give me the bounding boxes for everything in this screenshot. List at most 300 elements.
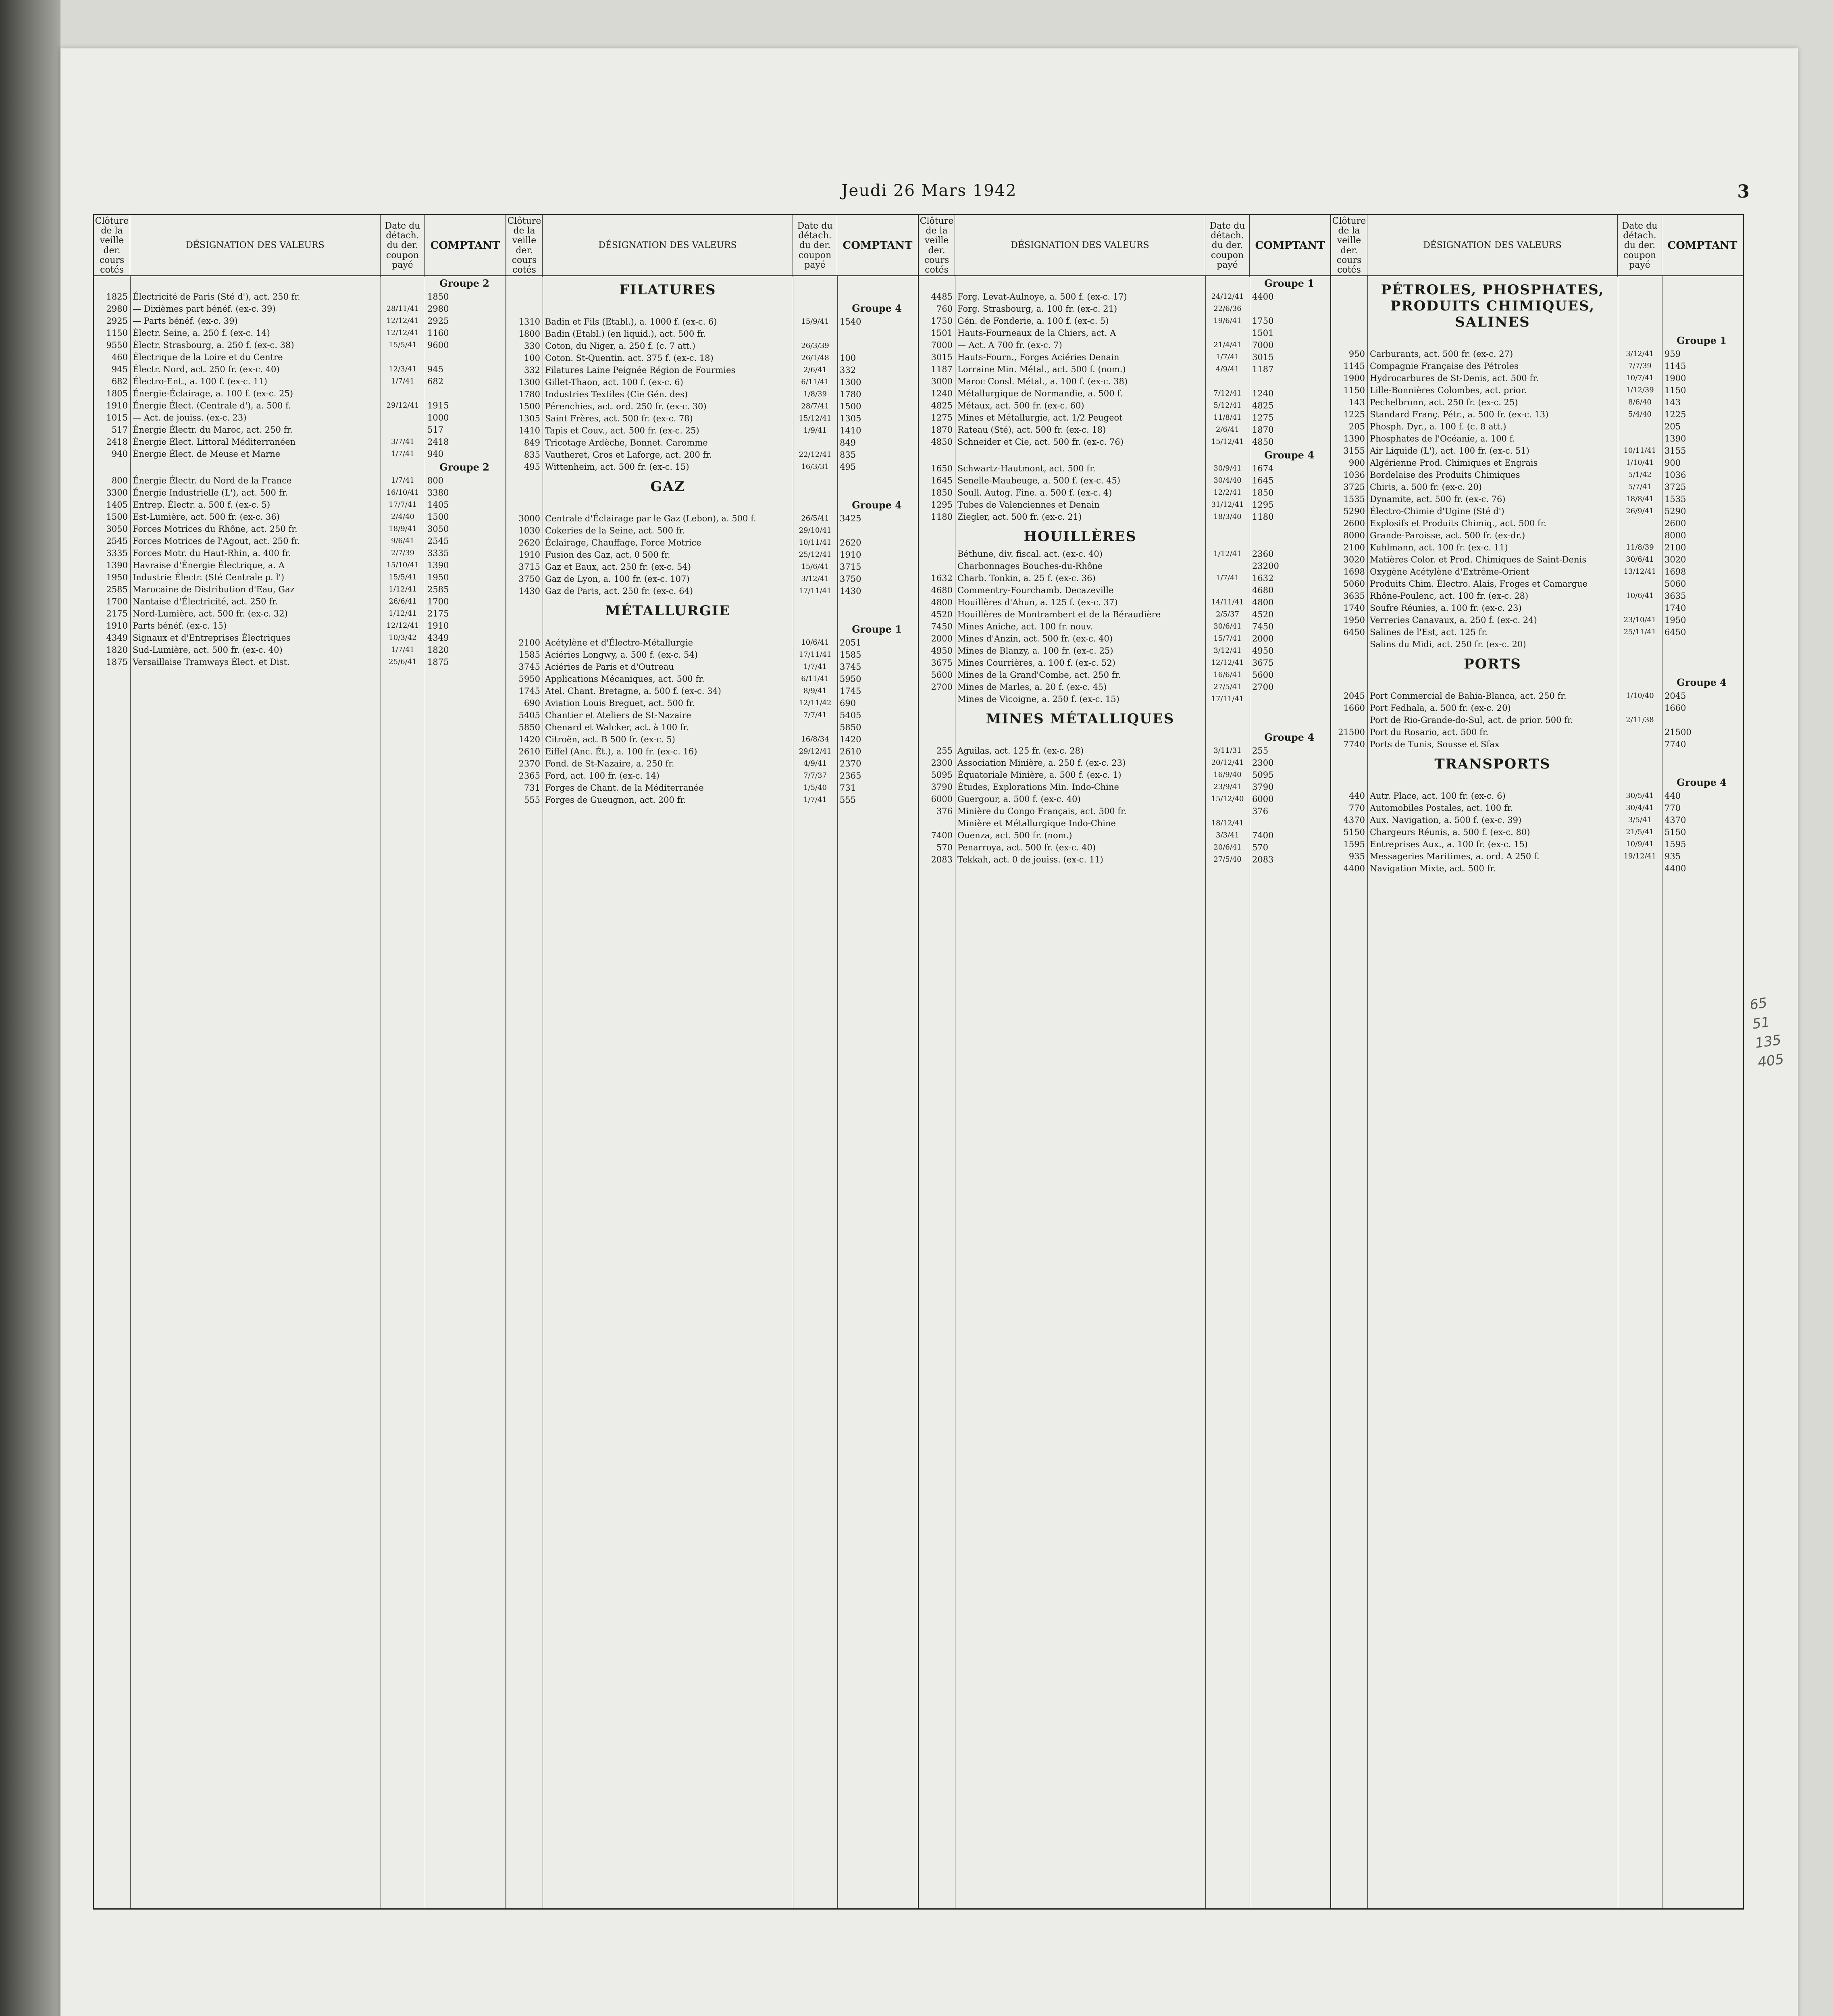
table-row — [94, 315, 506, 327]
security-name: Houillères d'Ahun, a. 125 f. (ex-c. 37) — [957, 598, 1118, 607]
table-row — [94, 424, 506, 436]
security-name: Marocaine de Distribution d'Eau, Gaz — [133, 585, 295, 594]
security-name: Gén. de Fonderie, a. 100 f. (ex-c. 5) — [957, 316, 1109, 326]
table-row — [506, 340, 918, 352]
section-heading: GAZ — [650, 479, 685, 495]
previous-close: 1595 — [1343, 839, 1365, 849]
table-row — [94, 656, 506, 668]
security-name: Badin et Fils (Etabl.), a. 1000 f. (ex-c. 6) — [545, 317, 717, 327]
table-row — [1331, 850, 1743, 862]
table-row — [506, 561, 918, 573]
cash-price: 1700 — [427, 597, 449, 606]
coupon-date — [1618, 421, 1662, 433]
security-name: Métallurgique de Normandie, a. 500 f. — [957, 389, 1123, 398]
table-row — [1331, 445, 1743, 457]
previous-close: 1700 — [106, 597, 128, 606]
previous-close: 2083 — [931, 855, 953, 864]
cash-price: 5405 — [840, 710, 861, 720]
security-name: Mines Aniche, act. 100 fr. nouv. — [957, 622, 1093, 631]
quarter-column — [1331, 215, 1743, 1908]
cash-price: 1740 — [1664, 603, 1686, 613]
cash-price: 1698 — [1664, 567, 1686, 577]
security-name: Citroën, act. B 500 fr. (ex-c. 5) — [545, 735, 675, 744]
previous-close: 2418 — [106, 437, 128, 447]
group-label: Groupe 4 — [1677, 677, 1727, 688]
coupon-date: 25/12/41 — [799, 550, 832, 559]
table-row — [919, 693, 1330, 705]
previous-close: 940 — [111, 449, 128, 459]
previous-close: 2175 — [106, 609, 128, 619]
coupon-date: 26/3/39 — [801, 342, 829, 350]
cash-price: 1850 — [1252, 488, 1274, 498]
security-name: Compagnie Française des Pétroles — [1370, 361, 1519, 371]
table-row — [506, 673, 918, 685]
security-name: Salines de l'Est, act. 125 fr. — [1370, 627, 1488, 637]
cash-price: 1390 — [427, 560, 449, 570]
page-header — [60, 181, 1798, 206]
coupon-date: 2/11/38 — [1626, 716, 1654, 724]
previous-close: 770 — [1348, 803, 1365, 813]
coupon-date: 5/4/40 — [1628, 410, 1652, 419]
previous-close: 3715 — [518, 562, 540, 572]
table-row — [1331, 590, 1743, 602]
coupon-date: 1/5/40 — [803, 783, 827, 792]
previous-close: 1535 — [1343, 494, 1365, 504]
cash-price: 690 — [840, 698, 856, 708]
previous-close: 332 — [524, 365, 540, 375]
security-name: Commentry-Fourchamb. Decazeville — [957, 585, 1114, 595]
cash-price: 5290 — [1664, 506, 1686, 516]
previous-close: 5850 — [518, 723, 540, 732]
coupon-date: 3/3/41 — [1216, 831, 1239, 839]
cash-price: 1501 — [1252, 328, 1274, 338]
coupon-date — [1205, 327, 1250, 339]
security-name: Chantier et Ateliers de St-Nazaire — [545, 710, 691, 720]
coupon-date: 1/10/40 — [1626, 691, 1654, 700]
cash-price: 1950 — [1664, 615, 1686, 625]
coupon-date: 28/11/41 — [386, 304, 419, 313]
security-name: Énergie Électr. du Maroc, act. 250 fr. — [133, 425, 293, 435]
previous-close: 1910 — [106, 401, 128, 410]
table-row — [1331, 726, 1743, 738]
cash-price: 1850 — [427, 292, 449, 302]
previous-close: 4950 — [931, 646, 953, 656]
coupon-date — [381, 351, 425, 363]
cash-price: 3015 — [1252, 352, 1274, 362]
security-name: Filatures Laine Peignée Région de Fourmies — [545, 365, 736, 375]
table-row — [919, 511, 1330, 523]
group-label: Groupe 1 — [852, 623, 902, 635]
security-name: Mines et Métallurgie, act. 1/2 Peugeot — [957, 413, 1123, 423]
security-name: Atel. Chant. Bretagne, a. 500 f. (ex-c. 34) — [545, 686, 721, 696]
coupon-date — [793, 437, 837, 449]
cash-price — [837, 525, 918, 537]
security-name: Nantaise d'Électricité, act. 250 fr. — [133, 597, 278, 606]
previous-close: 3745 — [518, 662, 540, 672]
previous-close: 495 — [524, 462, 540, 472]
coupon-date: 12/12/41 — [386, 329, 419, 337]
previous-close: 1145 — [1343, 361, 1365, 371]
previous-close: 1501 — [931, 328, 953, 338]
coupon-date: 1/7/41 — [1216, 574, 1239, 582]
table-row — [94, 511, 506, 523]
table-row — [506, 328, 918, 340]
table-row — [919, 327, 1330, 339]
cash-price: 1750 — [1252, 316, 1274, 326]
cash-price: 1187 — [1252, 364, 1274, 374]
group-label: Groupe 4 — [852, 499, 902, 511]
coupon-date: 13/12/41 — [1623, 567, 1656, 576]
security-name: — Act. de jouiss. (ex-c. 23) — [133, 413, 247, 423]
security-name: Nord-Lumière, act. 500 fr. (ex-c. 32) — [133, 609, 288, 619]
security-name: Houillères de Montrambert et de la Béraudière — [957, 610, 1161, 619]
table-row — [1331, 614, 1743, 626]
security-name: Badin (Etabl.) (en liquid.), act. 500 fr. — [545, 329, 706, 339]
security-name: Forg. Strasbourg, a. 100 fr. (ex-c. 21) — [957, 304, 1117, 314]
previous-close: 1745 — [518, 686, 540, 696]
table-row — [506, 649, 918, 661]
security-name: Messageries Maritimes, a. ord. A 250 f. — [1370, 852, 1540, 861]
coupon-date: 15/6/41 — [801, 562, 829, 571]
cash-price: 1780 — [840, 389, 861, 399]
security-name: Produits Chim. Électro. Alais, Froges et Camargue — [1370, 579, 1588, 589]
security-name: Explosifs et Produits Chimiq., act. 500 fr. — [1370, 519, 1547, 528]
column-header-date: Date du détach. du der. coupon payé — [381, 215, 425, 277]
coupon-date: 1/7/41 — [391, 476, 414, 485]
coupon-date: 6/11/41 — [801, 378, 829, 386]
security-name: Forces Motrices du Rhône, act. 250 fr. — [133, 524, 298, 534]
cash-price: 2370 — [840, 759, 861, 768]
cash-price: 1225 — [1664, 410, 1686, 419]
table-row — [506, 549, 918, 561]
table-row — [506, 733, 918, 746]
table-row — [506, 449, 918, 461]
previous-close: 3300 — [106, 488, 128, 498]
previous-close: 1500 — [106, 512, 128, 522]
cash-price: 2365 — [840, 771, 861, 781]
previous-close: 1300 — [518, 377, 540, 387]
previous-close: 3020 — [1343, 555, 1365, 564]
coupon-date: 5/7/41 — [1628, 483, 1652, 491]
security-name: Mines de la Grand'Combe, act. 250 fr. — [957, 670, 1121, 680]
previous-close: 1632 — [931, 573, 953, 583]
coupon-date: 21/5/41 — [1626, 828, 1654, 836]
cash-price: 1160 — [427, 328, 449, 338]
security-name: Acétylène et d'Électro-Métallurgie — [545, 638, 693, 648]
coupon-date: 5/1/42 — [1628, 471, 1652, 479]
cash-price: 5150 — [1664, 827, 1686, 837]
section-heading: PÉTROLES, PHOSPHATES, PRODUITS CHIMIQUES, SALINES — [1381, 282, 1604, 330]
previous-close: 2620 — [518, 538, 540, 548]
column-header — [919, 215, 1330, 276]
coupon-date: 15/5/41 — [389, 573, 417, 581]
cash-price: 1145 — [1664, 361, 1686, 371]
table-row — [919, 841, 1330, 854]
previous-close: 1825 — [106, 292, 128, 302]
table-row — [506, 573, 918, 585]
cash-price: 3750 — [840, 574, 861, 584]
previous-close: 2100 — [518, 638, 540, 648]
cash-price: 4825 — [1252, 401, 1274, 410]
previous-close: 950 — [1348, 349, 1365, 359]
previous-close: 205 — [1348, 422, 1365, 431]
coupon-date: 14/11/41 — [1211, 598, 1244, 606]
security-name: Hauts-Fourn., Forges Aciéries Denain — [957, 352, 1119, 362]
coupon-date: 3/5/41 — [1628, 816, 1652, 824]
table-row — [919, 424, 1330, 436]
table-row — [94, 583, 506, 596]
column-header-cloture: Clôture de la veille der. cours cotés — [94, 215, 130, 277]
coupon-date: 30/4/40 — [1213, 476, 1242, 485]
section-heading: TRANSPORTS — [1434, 756, 1551, 772]
table-row — [1331, 517, 1743, 529]
previous-close: 1850 — [931, 488, 953, 498]
previous-close: 1410 — [518, 426, 540, 435]
coupon-date: 18/9/41 — [389, 525, 417, 533]
table-row — [506, 697, 918, 709]
cash-price — [1250, 303, 1330, 315]
security-name: Port Fedhala, a. 500 fr. (ex-c. 20) — [1370, 703, 1511, 713]
cash-price: 5095 — [1252, 770, 1274, 780]
cash-price: 1300 — [840, 377, 861, 387]
security-name: Ford, act. 100 fr. (ex-c. 14) — [545, 771, 660, 781]
coupon-date: 10/6/41 — [1626, 591, 1654, 600]
coupon-date: 12/11/42 — [799, 699, 832, 707]
table-row — [919, 805, 1330, 817]
coupon-date: 15/5/41 — [389, 341, 417, 349]
table-row — [94, 400, 506, 412]
table-row — [1331, 493, 1743, 505]
cash-price: 3050 — [427, 524, 449, 534]
previous-close — [1331, 638, 1367, 650]
coupon-date — [793, 721, 837, 733]
previous-close: 2545 — [106, 536, 128, 546]
coupon-date: 3/12/41 — [1626, 350, 1654, 358]
table-row — [94, 339, 506, 351]
cash-price: 1535 — [1664, 494, 1686, 504]
table-row — [919, 412, 1330, 424]
previous-close: 1310 — [518, 317, 540, 327]
table-row — [919, 572, 1330, 584]
table-row — [94, 487, 506, 499]
cash-price — [1662, 638, 1743, 650]
coupon-date: 6/11/41 — [801, 675, 829, 683]
cash-price: 2980 — [427, 304, 449, 314]
security-name: Oxygène Acétylène d'Extrême-Orient — [1370, 567, 1529, 577]
security-name: Gillet-Thaon, act. 100 f. (ex-c. 6) — [545, 377, 683, 387]
cash-price: 1295 — [1252, 500, 1274, 510]
column-header-comptant: COMPTANT — [430, 240, 500, 252]
cash-price: 23200 — [1252, 561, 1279, 571]
group-label: Groupe 4 — [1677, 777, 1727, 788]
security-name: Carburants, act. 500 fr. (ex-c. 27) — [1370, 349, 1513, 359]
cash-price: 5060 — [1664, 579, 1686, 589]
previous-close: 682 — [111, 377, 128, 386]
security-name: Minière du Congo Français, act. 500 fr. — [957, 806, 1127, 816]
table-row — [506, 637, 918, 649]
previous-close — [919, 548, 955, 560]
table-row — [919, 499, 1330, 511]
table-row — [919, 669, 1330, 681]
page-number: 3 — [1737, 181, 1750, 202]
previous-close: 1780 — [518, 389, 540, 399]
coupon-date — [793, 328, 837, 340]
coupon-date: 16/8/34 — [801, 735, 829, 744]
coupon-date: 25/11/41 — [1623, 628, 1656, 636]
security-name: Ouenza, act. 500 fr. (nom.) — [957, 831, 1072, 840]
previous-close: 5600 — [931, 670, 953, 680]
coupon-date: 19/12/41 — [1623, 852, 1656, 860]
cash-price — [425, 387, 506, 400]
coupon-date: 30/6/41 — [1213, 622, 1242, 631]
security-name: Électro-Chimie d'Ugine (Sté d') — [1370, 506, 1504, 516]
coupon-date: 26/5/41 — [801, 514, 829, 523]
cash-price: 5850 — [840, 723, 861, 732]
security-name: Électr. Seine, a. 250 f. (ex-c. 14) — [133, 328, 270, 338]
cash-price: 7450 — [1252, 622, 1274, 631]
coupon-date: 1/12/41 — [389, 609, 417, 618]
table-row — [1331, 814, 1743, 826]
section-heading: FILATURES — [619, 282, 716, 298]
cash-price: 2585 — [427, 585, 449, 594]
table-row — [919, 291, 1330, 303]
cash-price: 3155 — [1664, 446, 1686, 456]
previous-close: 835 — [524, 450, 540, 460]
cash-price: 1595 — [1664, 839, 1686, 849]
coupon-date — [1618, 638, 1662, 650]
table-row — [1331, 862, 1743, 875]
security-name: Charb. Tonkin, a. 25 f. (ex-c. 36) — [957, 573, 1096, 583]
table-row — [919, 681, 1330, 693]
security-name: Électr. Strasbourg, a. 250 f. (ex-c. 38) — [133, 340, 294, 350]
security-name: Sud-Lumière, act. 500 fr. (ex-c. 40) — [133, 645, 283, 655]
security-name: Penarroya, act. 500 fr. (ex-c. 40) — [957, 843, 1096, 852]
section-heading: MINES MÉTALLIQUES — [986, 711, 1175, 727]
coupon-date: 30/5/41 — [1626, 791, 1654, 800]
previous-close: 4680 — [931, 585, 953, 595]
quotation-rows — [919, 276, 1330, 1908]
cash-price: 2610 — [840, 747, 861, 756]
table-row — [919, 560, 1330, 572]
table-row — [1331, 541, 1743, 554]
security-name: Mines de Marles, a. 20 f. (ex-c. 45) — [957, 682, 1107, 692]
cash-price: 1180 — [1252, 512, 1274, 522]
coupon-date: 15/10/41 — [386, 561, 419, 569]
coupon-date: 29/12/41 — [799, 747, 832, 756]
cash-price: 800 — [427, 476, 444, 485]
coupon-date: 12/12/41 — [1211, 658, 1244, 667]
table-row — [506, 758, 918, 770]
table-row — [1331, 433, 1743, 445]
coupon-date — [1205, 560, 1250, 572]
cash-price — [1250, 375, 1330, 387]
security-name: Port du Rosario, act. 500 fr. — [1370, 727, 1489, 737]
cash-price: 4800 — [1252, 598, 1274, 607]
security-name: Mines de Vicoigne, a. 250 f. (ex-c. 15) — [957, 694, 1119, 704]
security-name: Forg. Levat-Aulnoye, a. 500 f. (ex-c. 17) — [957, 292, 1127, 302]
previous-close: 517 — [111, 425, 128, 435]
table-row — [94, 559, 506, 571]
previous-close: 1405 — [106, 500, 128, 510]
previous-close: 1390 — [1343, 434, 1365, 444]
security-name: Forces Motrices de l'Agout, act. 250 fr. — [133, 536, 300, 546]
table-row — [919, 781, 1330, 793]
previous-close: 1585 — [518, 650, 540, 660]
cash-price: 3020 — [1664, 555, 1686, 564]
previous-close: 330 — [524, 341, 540, 351]
cash-price: 3745 — [840, 662, 861, 672]
cash-price: 1036 — [1664, 470, 1686, 480]
cash-price: 495 — [840, 462, 856, 472]
table-row — [506, 585, 918, 597]
table-row — [919, 621, 1330, 633]
security-name: Maroc Consl. Métal., a. 100 f. (ex-c. 38) — [957, 377, 1128, 386]
security-name: Charbonnages Bouches-du-Rhône — [957, 561, 1103, 571]
coupon-date: 30/6/41 — [1626, 555, 1654, 564]
table-row — [1331, 838, 1743, 850]
marginalia-note: 135 — [1754, 1032, 1782, 1052]
table-row — [94, 291, 506, 303]
security-name: Eiffel (Anc. Ét.), a. 100 fr. (ex-c. 16) — [545, 747, 697, 756]
table-row — [1331, 566, 1743, 578]
security-name: Études, Explorations Min. Indo-Chine — [957, 782, 1119, 792]
coupon-date: 1/7/41 — [391, 450, 414, 458]
previous-close: 2370 — [518, 759, 540, 768]
previous-close: 2365 — [518, 771, 540, 781]
previous-close: 690 — [524, 698, 540, 708]
previous-close: 900 — [1348, 458, 1365, 468]
security-name: Électrique de la Loire et du Centre — [133, 352, 283, 362]
cash-price: 517 — [427, 425, 444, 435]
security-name: Énergie-Éclairage, a. 100 f. (ex-c. 25) — [133, 389, 293, 398]
table-row — [919, 462, 1330, 475]
coupon-date: 10/11/41 — [1623, 446, 1656, 455]
cash-price: 2620 — [840, 538, 861, 548]
coupon-date: 16/9/40 — [1213, 771, 1242, 779]
table-row — [919, 487, 1330, 499]
previous-close: 1875 — [106, 657, 128, 667]
coupon-date: 18/3/40 — [1213, 512, 1242, 521]
security-name: Vautheret, Gros et Laforge, act. 200 fr. — [545, 450, 712, 460]
previous-close: 1430 — [518, 586, 540, 596]
table-row — [1331, 602, 1743, 614]
cash-price: 2051 — [840, 638, 861, 648]
security-name: Coton. St-Quentin. act. 375 f. (ex-c. 18) — [545, 353, 714, 363]
previous-close: 1305 — [518, 414, 540, 423]
quarter-column — [919, 215, 1331, 1908]
previous-close: 2000 — [931, 634, 953, 644]
coupon-date: 10/11/41 — [799, 538, 832, 547]
coupon-date: 2/4/40 — [391, 512, 414, 521]
coupon-date — [381, 291, 425, 303]
cash-price: 4370 — [1664, 815, 1686, 825]
table-row — [506, 709, 918, 721]
marginalia-note: 405 — [1756, 1051, 1785, 1071]
table-row — [919, 475, 1330, 487]
previous-close: 800 — [111, 476, 128, 485]
book-binding-shadow — [0, 0, 60, 2016]
column-header-designation: DÉSIGNATION DES VALEURS — [955, 215, 1205, 277]
security-name: Wittenheim, act. 500 fr. (ex-c. 15) — [545, 462, 689, 472]
security-name: Phosph. Dyr., a. 100 f. (c. 8 att.) — [1370, 422, 1506, 431]
table-row — [1331, 348, 1743, 360]
previous-close: 1910 — [106, 621, 128, 631]
coupon-date: 1/7/41 — [803, 796, 827, 804]
coupon-date: 1/7/41 — [391, 377, 414, 385]
previous-close: 2600 — [1343, 519, 1365, 528]
table-row — [919, 436, 1330, 448]
table-row — [506, 770, 918, 782]
